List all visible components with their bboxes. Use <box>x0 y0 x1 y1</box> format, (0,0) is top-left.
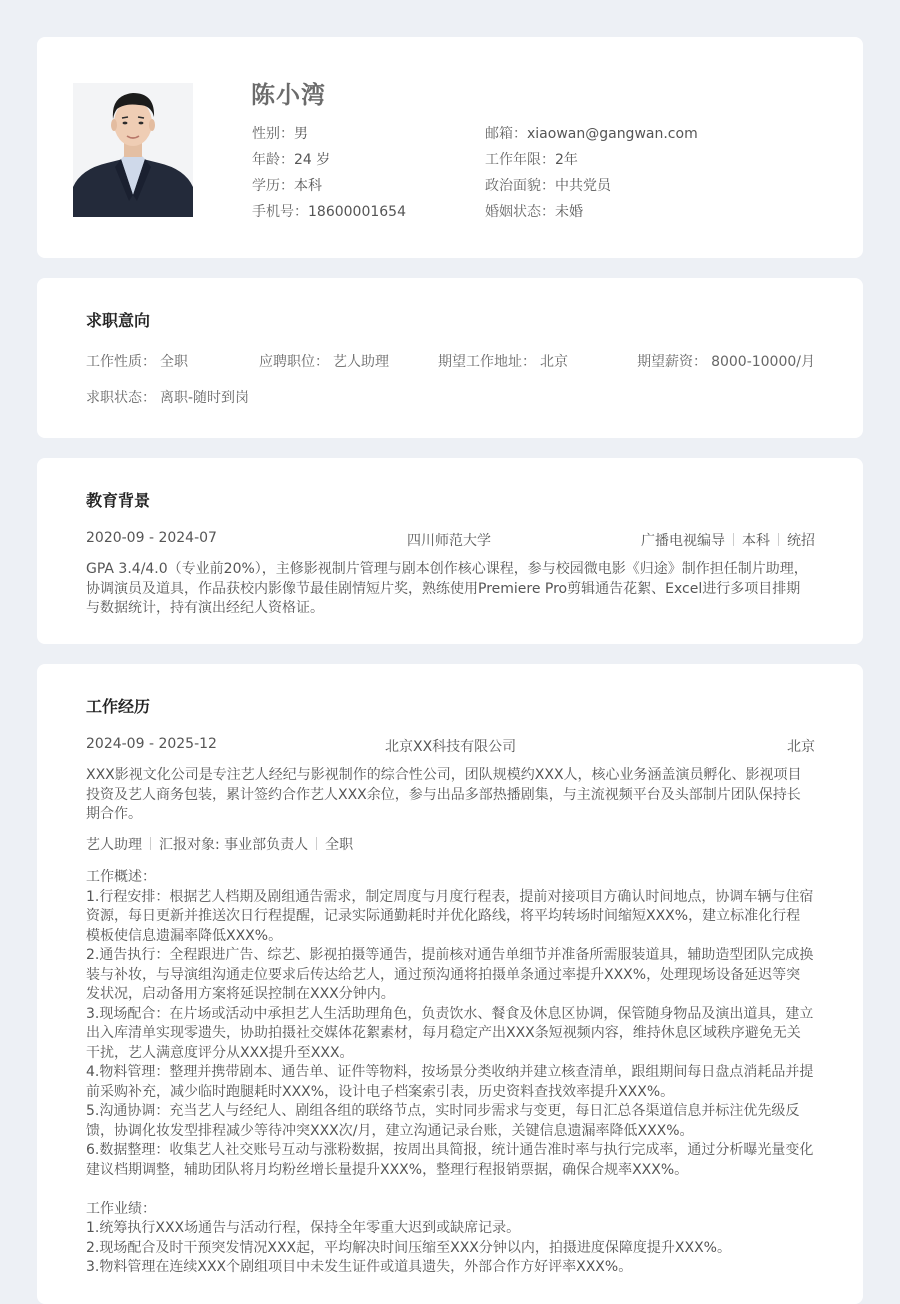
overview-item: 3.现场配合：在片场或活动中承担艺人生活助理角色，负责饮水、餐食及休息区协调，保管随身物品及演出道具，建立出入库清单实现零遗失，协助拍摄社交媒体花絮素材，每月稳定产出XXX条短视频内容，维持休息区域秩序避免无关干扰，艺人满意度评分从XXX提升至XXX。 <box>86 1005 814 1061</box>
education-degree: 本科 <box>742 533 770 549</box>
work-company: 北京XX科技有限公司 <box>385 739 517 755</box>
intent-salary: 期望薪资： 8000-10000/月 <box>637 354 815 370</box>
achievement-item: 1.统筹执行XXX场通告与活动行程，保持全年零重大迟到或缺席记录。 <box>86 1220 521 1236</box>
profile-card <box>37 37 863 258</box>
info-phone: 手机号：18600001654 <box>252 204 406 220</box>
work-role: 艺人助理 <box>86 837 142 853</box>
work-city: 北京 <box>787 739 815 755</box>
info-marital-status: 婚姻状态：未婚 <box>485 204 583 220</box>
education-school: 四川师范大学 <box>407 533 491 549</box>
overview-item: 5.沟通协调：充当艺人与经纪人、剧组各组的联络节点，实时同步需求与变更，每日汇总各渠道信息并标注优先级反馈，协调化妆发型排程减少等待冲突XXX次/月，建立沟通记录台账，关键信息遗漏率降低XXX%。 <box>86 1103 800 1139</box>
work-overview <box>86 868 814 1278</box>
candidate-name: 陈小湾 <box>251 81 326 109</box>
intent-job-type: 工作性质： 全职 <box>86 354 188 370</box>
overview-title: 工作概述： <box>86 869 156 885</box>
intent-location: 期望工作地址： 北京 <box>438 354 568 370</box>
education-tags <box>641 530 815 550</box>
info-age: 年龄：24 岁 <box>252 152 331 168</box>
info-work-years: 工作年限：2年 <box>485 152 578 168</box>
work-report-to: 汇报对象: 事业部负责人 <box>159 837 309 853</box>
education-major: 广播电视编导 <box>641 533 725 549</box>
education-description: GPA 3.4/4.0（专业前20%），主修影视制片管理与剧本创作核心课程，参与校园微电影《归途》制作担任制片助理，协调演员及道具，作品获校内影像节最佳剧情短片奖，熟练使用Premiere Pro剪辑通告花絮、Excel进行多项目排期与数据统计，持有演出经纪人资格证。 <box>86 561 808 616</box>
overview-item: 2.通告执行：全程跟进广告、综艺、影视拍摄等通告，提前核对通告单细节并准备所需服装道具，辅助造型团队完成换装与补妆，与导演组沟通走位要求后传达给艺人，通过预沟通将拍摄单条通过率提升XXX%，处理现场设备延迟等突发状况，启动备用方案将延误控制在XXX分钟内。 <box>86 947 814 1002</box>
info-political-status: 政治面貌：中共党员 <box>485 178 611 194</box>
achievement-item: 2.现场配合及时干预突发情况XXX起，平均解决时间压缩至XXX分钟以内，拍摄进度保障度提升XXX%。 <box>86 1239 731 1256</box>
section-title: 教育背景 <box>86 491 151 510</box>
overview-item: 4.物料管理：整理并携带剧本、通告单、证件等物料，按场景分类收纳并建立核查清单，跟组期间每日盘点消耗品并提前采购补充，减少临时跑腿耗时XXX%，设计电子档案索引表，历史资料查找效率提升XXX%。 <box>86 1064 814 1100</box>
achievement-title: 工作业绩： <box>86 1200 156 1217</box>
section-title: 求职意向 <box>86 311 151 330</box>
company-description: XXX影视文化公司是专注艺人经纪与影视制作的综合性公司，团队规模约XXX人，核心业务涵盖演员孵化、影视项目投资及艺人商务包装，累计签约合作艺人XXX余位，参与出品多部热播剧集，与主流视频平台及头部制片团队保持长期合作。 <box>86 767 802 822</box>
info-gender: 性别：男 <box>252 126 308 142</box>
achievement-item: 3.物料管理在连续XXX个剧组项目中未发生证件或道具遗失，外部合作方好评率XXX%。 <box>86 1259 633 1275</box>
intent-position: 应聘职位： 艺人助理 <box>259 354 389 370</box>
education-card <box>37 458 863 644</box>
education-enrollment: 统招 <box>787 533 815 549</box>
intent-status: 求职状态： 离职-随时到岗 <box>86 390 250 406</box>
avatar <box>73 83 193 217</box>
overview-item: 6.数据整理：收集艺人社交账号互动与涨粉数据，按周出具简报，统计通告准时率与执行完成率，通过分析曝光量变化建议档期调整，辅助团队将月均粉丝增长量提升XXX%，整理行程报销票据，确保合规率XXX%。 <box>86 1142 814 1178</box>
overview-item: 1.行程安排：根据艺人档期及剧组通告需求，制定周度与月度行程表，提前对接项目方确认时间地点，协调车辆与住宿资源，每日更新并推送次日行程提醒，记录实际通勤耗时并优化路线，将平均转场时间缩短XXX%，建立标准化行程模板使信息遗漏率降低XXX%。 <box>86 888 814 944</box>
job-intent-card <box>37 278 863 438</box>
work-period: 2024-09 - 2025-12 <box>86 736 217 752</box>
section-title: 工作经历 <box>86 697 151 716</box>
work-experience-card <box>37 664 863 1304</box>
info-education: 学历：本科 <box>252 178 322 194</box>
education-period: 2020-09 - 2024-07 <box>86 530 217 546</box>
info-email: 邮箱：xiaowan@gangwan.com <box>485 126 698 142</box>
work-type: 全职 <box>325 837 354 853</box>
work-tags <box>86 834 353 854</box>
